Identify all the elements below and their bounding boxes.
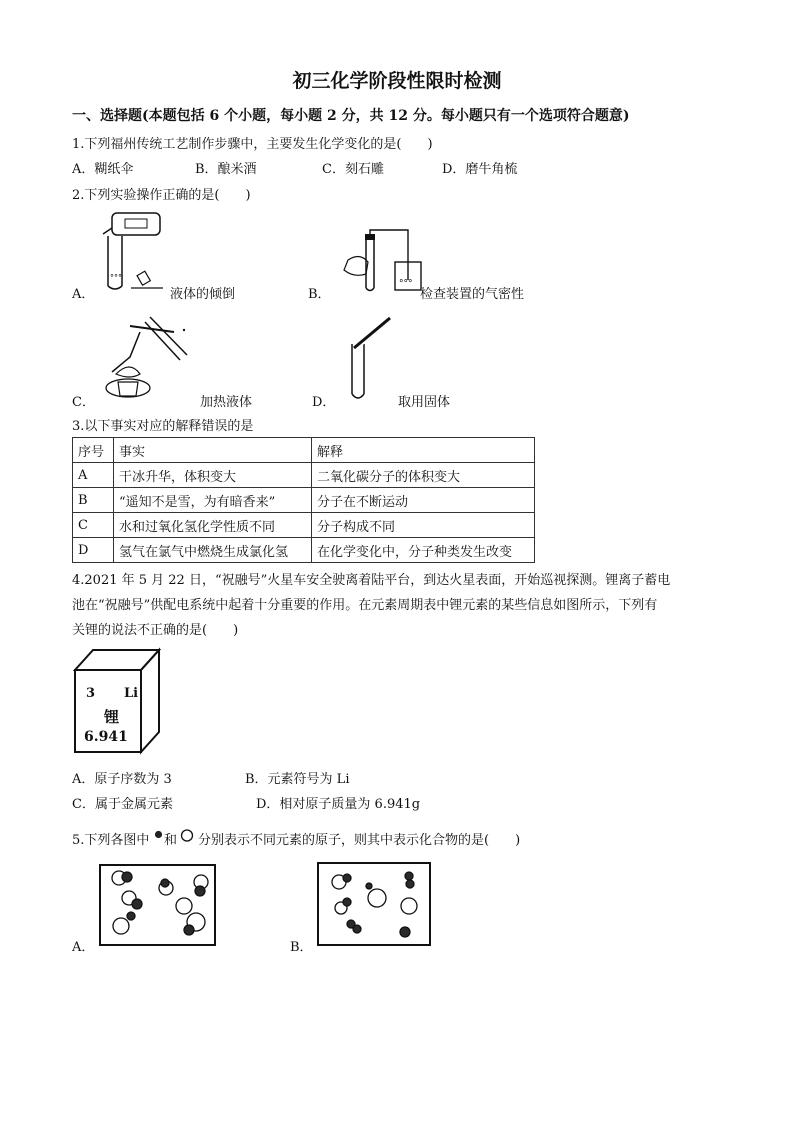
table-cell: 水和过氧化氢化学性质不同 <box>114 513 312 538</box>
white-atom <box>401 898 417 914</box>
table-cell: B <box>73 488 114 513</box>
dark-atom <box>343 898 351 906</box>
q1-option-b: B．酿米酒 <box>195 162 257 177</box>
question-5-stem-part-2: 和 <box>164 833 178 848</box>
q2-option-b-caption: 检查装置的气密性 <box>420 287 525 302</box>
table-row <box>73 488 535 513</box>
q1-option-d: D．磨牛角梳 <box>442 162 518 177</box>
dark-atom <box>122 872 132 882</box>
white-atom <box>368 889 386 907</box>
table-cell: 分子构成不同 <box>312 513 535 538</box>
dark-atom <box>406 880 414 888</box>
svg-text:°°°: °°° <box>399 279 413 289</box>
white-atom-icon <box>180 829 194 843</box>
white-atom <box>113 918 129 934</box>
q4-option-d: D．相对原子质量为 6.941g <box>256 797 421 812</box>
question-4-line-2: 池在“祝融号”供配电系统中起着十分重要的作用。在元素周期表中锂元素的某些信息如图所示，下列有 <box>72 598 658 613</box>
q4-option-a: A．原子序数为 3 <box>72 772 172 787</box>
header-cell: 解释 <box>312 438 535 463</box>
facts-table <box>72 437 535 563</box>
dark-atom <box>195 886 205 896</box>
dark-atom <box>366 883 372 889</box>
table-cell: A <box>73 463 114 488</box>
question-2-stem: 2.下列实验操作正确的是( ) <box>72 188 251 203</box>
q2-option-d-letter: D． <box>312 395 336 410</box>
table-cell: D <box>73 538 114 563</box>
table-header-row <box>73 438 535 463</box>
question-5-stem-part-3: 分别表示不同元素的原子，则其中表示化合物的是( ) <box>198 833 521 848</box>
element-atomic-number: 3 <box>86 686 96 701</box>
svg-text:°°°: °°° <box>110 273 122 282</box>
airtightness-check-figure <box>340 230 422 292</box>
element-symbol: Li <box>124 686 139 701</box>
question-1-stem: 1.下列福州传统工艺制作步骤中，主要发生化学变化的是( ) <box>72 137 433 152</box>
table-cell: 分子在不断运动 <box>312 488 535 513</box>
dark-atom <box>405 872 413 880</box>
dark-atom <box>127 912 135 920</box>
table-cell: 干冰升华，体积变大 <box>114 463 312 488</box>
question-5-stem-part-1: 5.下列各图中 <box>72 833 150 848</box>
table-cell: 在化学变化中，分子种类发生改变 <box>312 538 535 563</box>
q2-option-c-letter: C． <box>72 395 95 410</box>
header-cell: 序号 <box>73 438 114 463</box>
heating-liquid-figure <box>100 312 192 404</box>
question-4-line-3: 关锂的说法不正确的是( ) <box>72 623 239 638</box>
taking-solid-figure <box>340 316 412 402</box>
element-atomic-mass: 6.941 <box>84 729 128 745</box>
pouring-liquid-figure <box>95 208 170 290</box>
table-cell: 二氧化碳分子的体积变大 <box>312 463 535 488</box>
page-title: 初三化学阶段性限时检测 <box>292 70 502 92</box>
dark-atom <box>161 879 169 887</box>
q2-option-c-caption: 加热液体 <box>200 395 253 410</box>
question-3-stem: 3.以下事实对应的解释错误的是 <box>72 419 254 434</box>
header-cell: 事实 <box>114 438 312 463</box>
q2-option-b-letter: B． <box>308 287 331 302</box>
table-row <box>73 538 535 563</box>
white-atom <box>176 898 192 914</box>
q5-option-b-letter: B． <box>290 940 313 955</box>
option-a-particle-box <box>99 864 216 946</box>
dark-atom <box>184 925 194 935</box>
q2-option-d-caption: 取用固体 <box>398 395 451 410</box>
q4-option-c: C．属于金属元素 <box>72 797 173 812</box>
option-b-particle-box <box>317 862 431 946</box>
table-row <box>73 513 535 538</box>
table-cell: 氢气在氯气中燃烧生成氯化氢 <box>114 538 312 563</box>
table-cell: “遥知不是雪，为有暗香来” <box>114 488 312 513</box>
table-row <box>73 463 535 488</box>
q2-option-a-letter: A． <box>72 287 95 302</box>
q1-option-a: A．糊纸伞 <box>72 162 134 177</box>
dark-atom <box>353 925 361 933</box>
question-4-line-1: 4.2021 年 5 月 22 日，“祝融号”火星车安全驶离着陆平台，到达火星表面，开始巡视探测。锂离子蓄电 <box>72 573 671 588</box>
dark-atom <box>400 927 410 937</box>
section-heading: 一、选择题(本题包括 6 个小题，每小题 2 分，共 12 分。每小题只有一个选项符合题意) <box>72 108 630 124</box>
q5-option-a-letter: A． <box>72 940 95 955</box>
table-cell: C <box>73 513 114 538</box>
q4-option-b: B．元素符号为 Li <box>245 772 350 787</box>
dark-atom <box>132 899 142 909</box>
dark-atom <box>343 874 351 882</box>
q1-option-c: C．刻石雕 <box>322 162 384 177</box>
q2-option-a-caption: 液体的倾倒 <box>170 287 236 302</box>
dark-atom-icon <box>154 829 164 841</box>
element-name: 锂 <box>104 708 120 726</box>
